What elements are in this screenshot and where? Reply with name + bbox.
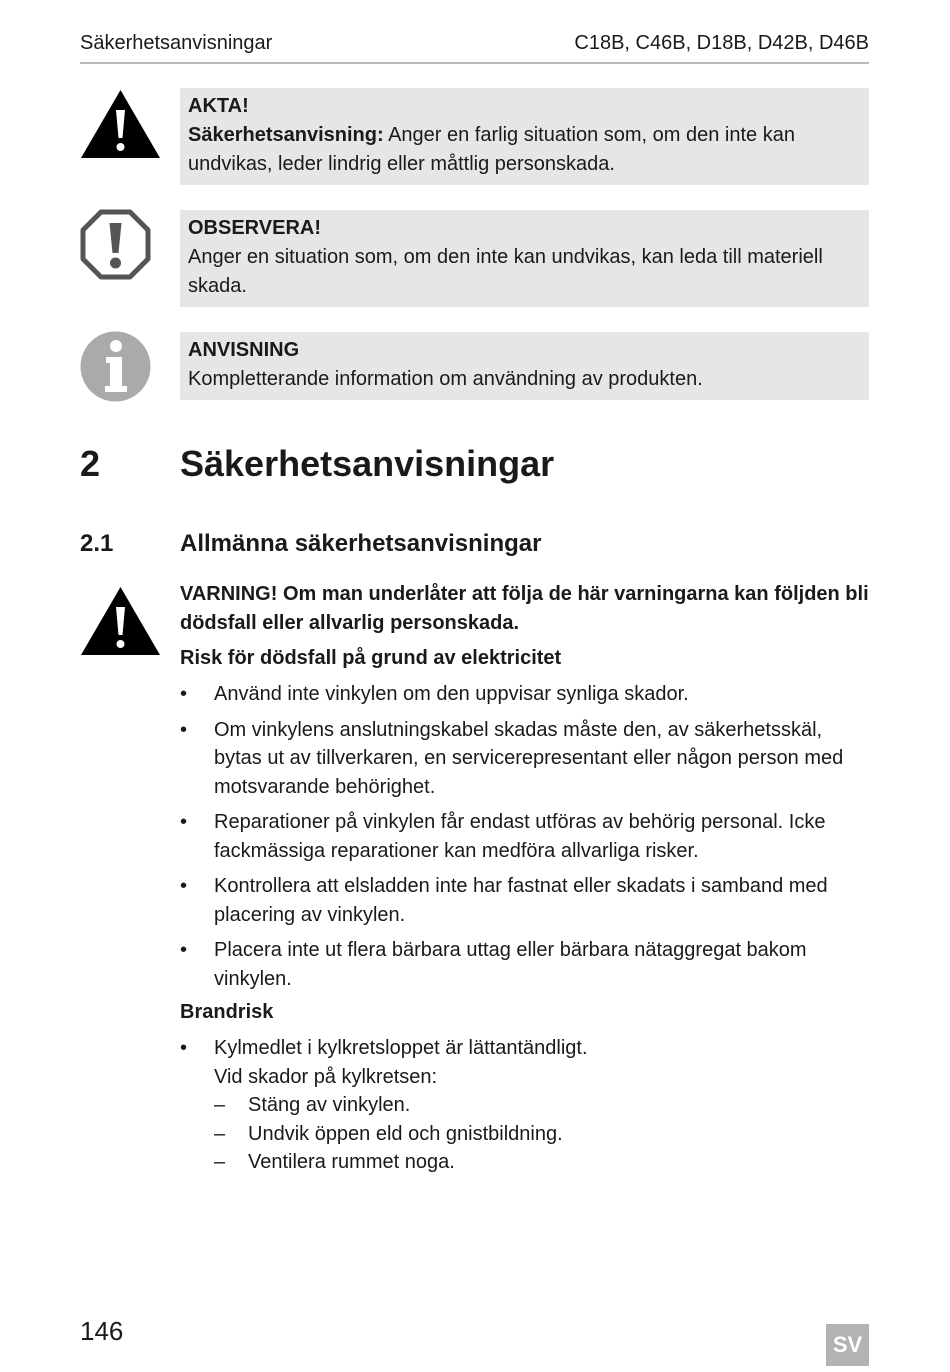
list-subitem: – Stäng av vinkylen.: [214, 1094, 411, 1116]
section-title: Allmänna säkerhetsanvisningar: [180, 530, 542, 557]
list-item: • Kontrollera att elsladden inte har fastnat eller skadats i samband med placering av vinkylen.: [180, 875, 828, 926]
list-item: • Placera inte ut flera bärbara uttag eller bärbara nätaggregat bakom vinkylen.: [180, 939, 807, 990]
info-circle-icon: [80, 331, 151, 402]
fire-risk-statement: Kylmedlet i kylkretsloppet är lättantändligt.: [214, 1037, 588, 1059]
section-number: 2.1: [80, 530, 114, 557]
notice-observera-text: Anger en situation som, om den inte kan undvikas, kan leda till materiell skada.: [188, 246, 823, 297]
list-item: • Använd inte vinkylen om den uppvisar synliga skador.: [180, 683, 689, 705]
language-badge: SV: [826, 1324, 869, 1366]
electricity-risk-list: [180, 680, 870, 1000]
electricity-risk-heading: Risk för dödsfall på grund av elektricitet: [180, 647, 562, 669]
notice-anvisning-title: ANVISNING: [188, 339, 300, 361]
notice-observera: [180, 210, 869, 307]
list-subitem: – Undvik öppen eld och gnistbildning.: [214, 1122, 563, 1145]
notice-akta-text: Anger en farlig situation som, om den inte kan undvikas, leder lindrig eller måttlig personskada.: [188, 124, 795, 175]
list-item: • Kylmedlet i kylkretsloppet är lättantändligt. Vid skador på kylkretsen: – Stäng av vinkylen. – Undvik öppen eld och gnistbildning. – Ventilera rummet noga.: [180, 1034, 870, 1177]
notice-anvisning-text: Kompletterande information om användning av produkten.: [188, 368, 703, 390]
list-item: • Reparationer på vinkylen får endast utföras av behörig personal. Icke fackmässiga reparationer kan medföra allvarliga risker.: [180, 811, 826, 862]
chapter-title: Säkerhetsanvisningar: [180, 443, 555, 484]
notice-akta-body: [188, 121, 861, 179]
notice-akta-lead: Säkerhetsanvisning:: [188, 124, 384, 146]
header-section-title: Säkerhetsanvisningar: [80, 32, 273, 54]
page-number: 146: [80, 1316, 124, 1346]
octagon-exclamation-icon: [80, 209, 151, 280]
header-model-list: C18B, C46B, D18B, D42B, D46B: [574, 32, 869, 54]
fire-risk-list: [180, 1034, 870, 1184]
warning-statement: VARNING! Om man underlåter att följa de här varningarna kan följden bli dödsfall eller allvarlig personskada.: [180, 583, 869, 634]
chapter-number: 2: [80, 443, 101, 484]
notice-observera-title: OBSERVERA!: [188, 217, 321, 239]
fire-risk-instruction: Vid skador på kylkretsen:: [214, 1065, 438, 1088]
notice-akta-title: AKTA!: [188, 95, 249, 117]
header-divider: [80, 62, 869, 64]
list-subitem: – Ventilera rummet noga.: [214, 1151, 455, 1173]
fire-risk-heading: Brandrisk: [180, 1001, 274, 1023]
notice-anvisning: [180, 332, 869, 400]
warning-triangle-icon: [80, 585, 161, 657]
notice-akta: [180, 88, 869, 185]
warning-triangle-icon: [80, 88, 161, 160]
list-item: • Om vinkylens anslutningskabel skadas måste den, av säkerhetsskäl, bytas ut av tillverkaren, en servicerepresentant eller någon person med motsvarande behörighet.: [180, 718, 844, 798]
